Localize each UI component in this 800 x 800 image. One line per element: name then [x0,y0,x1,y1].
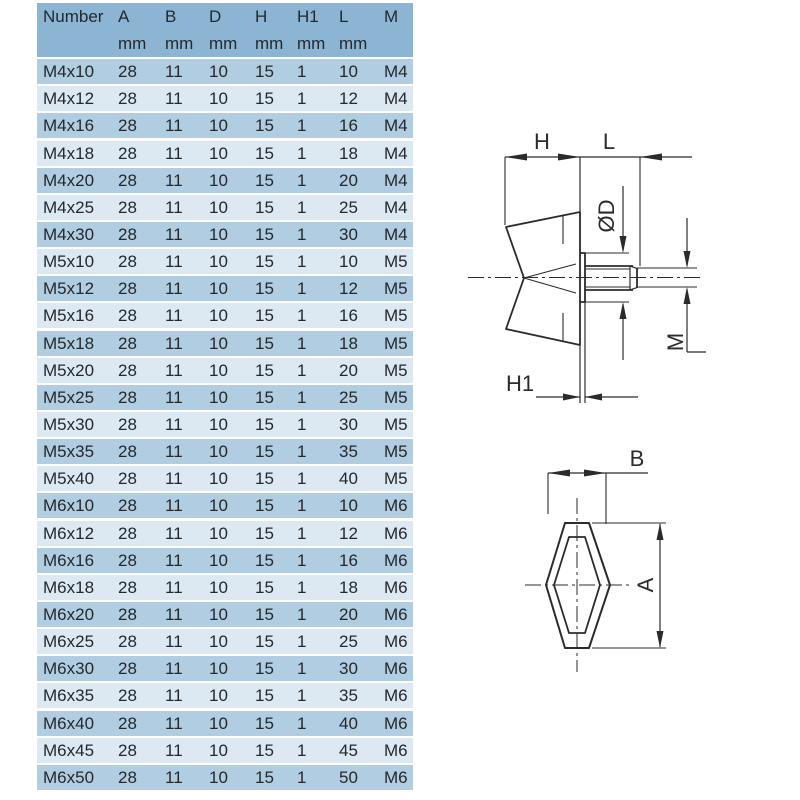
table-cell-number: M6x20 [43,604,95,624]
table-cell-m: M5 [384,442,408,462]
table-cell-b: 11 [165,197,183,217]
table-cell-a: 28 [118,116,137,136]
table-cell-h: 15 [255,550,274,570]
table-cell-number: M4x10 [43,62,95,82]
table-cell-a: 28 [118,713,137,733]
table-cell-d: 10 [209,632,228,652]
table-cell-number: M6x18 [43,577,95,597]
table-cell-number: M4x12 [43,89,95,109]
table-cell-m: M5 [384,387,408,407]
table-cell-m: M6 [384,659,408,679]
table-cell-h1: 1 [297,414,307,434]
table-cell-h: 15 [255,604,274,624]
table-cell-h1: 1 [297,469,307,489]
table-body [37,59,413,790]
table-cell-l: 12 [339,279,358,299]
table-cell-h: 15 [255,686,274,706]
table-cell-b: 11 [165,224,183,244]
col-unit-b: mm [165,34,194,53]
table-row [37,113,413,138]
table-cell-number: M4x16 [43,116,95,136]
table-cell-m: M6 [384,550,408,570]
table-cell-number: M5x35 [43,442,95,462]
table-cell-a: 28 [118,659,137,679]
col-unit-a: mm [118,34,147,53]
table-cell-number: M6x16 [43,550,95,570]
table-cell-a: 28 [118,767,137,787]
table-row [37,358,413,383]
table-cell-a: 28 [118,333,137,353]
table-cell-b: 11 [165,767,183,787]
table-cell-a: 28 [118,224,137,244]
table-cell-a: 28 [118,89,137,109]
table-cell-l: 18 [339,577,358,597]
table-cell-h: 15 [255,577,274,597]
table-cell-l: 35 [339,442,358,462]
table-cell-b: 11 [165,469,183,489]
table-cell-h1: 1 [297,523,307,543]
table-cell-h: 15 [255,62,274,82]
table-row [37,86,413,111]
table-cell-d: 10 [209,414,228,434]
table-cell-m: M5 [384,306,408,326]
table-cell-l: 35 [339,686,358,706]
table-row [37,168,413,193]
table-cell-h1: 1 [297,550,307,570]
table-cell-a: 28 [118,306,137,326]
table-row [37,521,413,546]
table-cell-d: 10 [209,360,228,380]
table-cell-b: 11 [165,62,183,82]
table-row [37,575,413,600]
table-cell-b: 11 [165,496,183,516]
table-cell-d: 10 [209,62,228,82]
table-cell-b: 11 [165,333,183,353]
table-cell-b: 11 [165,686,183,706]
table-cell-h: 15 [255,632,274,652]
table-cell-d: 10 [209,197,228,217]
table-cell-l: 30 [339,224,358,244]
table-cell-h: 15 [255,442,274,462]
table-cell-d: 10 [209,170,228,190]
table-cell-h1: 1 [297,713,307,733]
table-cell-d: 10 [209,224,228,244]
arrow-b-left [548,470,570,477]
table-cell-h: 15 [255,523,274,543]
table-cell-l: 18 [339,333,358,353]
table-cell-h: 15 [255,279,274,299]
table-row [37,738,413,763]
table-cell-a: 28 [118,469,137,489]
table-cell-m: M6 [384,632,408,652]
table-cell-l: 20 [339,170,358,190]
col-header-h1: H1 [297,7,319,26]
table-cell-h: 15 [255,713,274,733]
table-row [37,412,413,437]
dim-label-a: A [632,577,658,593]
table-cell-m: M4 [384,116,408,136]
table-cell-a: 28 [118,442,137,462]
table-cell-d: 10 [209,523,228,543]
table-cell-m: M4 [384,89,408,109]
table-cell-b: 11 [165,523,183,543]
table-cell-h1: 1 [297,442,307,462]
table-cell-h1: 1 [297,632,307,652]
table-row [37,493,413,518]
table-cell-d: 10 [209,333,228,353]
table-cell-h1: 1 [297,659,307,679]
table-cell-h1: 1 [297,89,307,109]
col-header-number: Number [43,7,104,26]
table-cell-a: 28 [118,686,137,706]
table-row [37,141,413,166]
table-cell-b: 11 [165,442,183,462]
dim-label-l: L [602,129,616,154]
table-cell-number: M5x12 [43,279,95,299]
table-cell-m: M5 [384,279,408,299]
table-cell-a: 28 [118,279,137,299]
table-cell-b: 11 [165,414,183,434]
table-cell-m: M6 [384,713,408,733]
table-cell-a: 28 [118,577,137,597]
table-cell-l: 10 [339,496,358,516]
table-cell-h: 15 [255,116,274,136]
col-header-h: H [255,7,268,26]
table-row [37,276,413,301]
table-cell-number: M5x18 [43,333,95,353]
table-cell-a: 28 [118,632,137,652]
table-cell-number: M5x40 [43,469,95,489]
table-row [37,331,413,356]
table-cell-h1: 1 [297,360,307,380]
table-row [37,656,413,681]
table-row [37,59,413,84]
table-cell-a: 28 [118,197,137,217]
table-cell-d: 10 [209,469,228,489]
table-cell-h1: 1 [297,62,307,82]
table-cell-h: 15 [255,414,274,434]
arrow-h1-right [585,394,602,401]
table-cell-h1: 1 [297,333,307,353]
table-cell-l: 10 [339,252,358,272]
table-cell-m: M5 [384,414,408,434]
table-cell-m: M4 [384,143,408,163]
table-cell-m: M6 [384,496,408,516]
table-cell-number: M5x20 [43,360,95,380]
dim-label-h: H [534,129,550,154]
table-cell-l: 12 [339,89,358,109]
arrow-m-top [684,251,691,268]
table-cell-l: 40 [339,469,358,489]
table-cell-h1: 1 [297,767,307,787]
table-cell-a: 28 [118,252,137,272]
table-cell-h1: 1 [297,279,307,299]
table-cell-l: 40 [339,713,358,733]
col-header-b: B [165,7,177,26]
table-cell-b: 11 [165,89,183,109]
table-cell-h1: 1 [297,306,307,326]
table-cell-number: M4x30 [43,224,95,244]
table-cell-h1: 1 [297,197,307,217]
table-cell-a: 28 [118,496,137,516]
table-cell-number: M5x16 [43,306,95,326]
table-cell-l: 20 [339,604,358,624]
arrow-h-left [505,154,527,161]
table-cell-number: M5x10 [43,252,95,272]
table-cell-d: 10 [209,713,228,733]
table-cell-l: 12 [339,523,358,543]
table-cell-a: 28 [118,360,137,380]
table-cell-h1: 1 [297,252,307,272]
table-cell-m: M6 [384,604,408,624]
col-unit-m [377,30,413,57]
table-cell-d: 10 [209,550,228,570]
table-cell-a: 28 [118,604,137,624]
table-cell-b: 11 [165,713,183,733]
col-unit-h: mm [255,34,284,53]
table-cell-d: 10 [209,306,228,326]
table-cell-d: 10 [209,143,228,163]
table-cell-b: 11 [165,279,183,299]
side-view-drawing [440,120,800,420]
arrow-a-bottom [657,631,664,648]
table-cell-h1: 1 [297,224,307,244]
table-header-units [37,30,413,57]
table-cell-d: 10 [209,496,228,516]
table-cell-a: 28 [118,550,137,570]
table-cell-h: 15 [255,740,274,760]
table-cell-a: 28 [118,62,137,82]
dim-label-d: ØD [593,199,619,233]
table-cell-d: 10 [209,89,228,109]
table-cell-number: M6x40 [43,713,95,733]
dimension-table [37,3,413,790]
table-row [37,602,413,627]
table-cell-h: 15 [255,496,274,516]
table-cell-a: 28 [118,170,137,190]
table-cell-d: 10 [209,659,228,679]
table-cell-a: 28 [118,740,137,760]
table-cell-h1: 1 [297,740,307,760]
col-unit-h1: mm [297,34,326,53]
table-cell-m: M6 [384,686,408,706]
dim-label-m: M [662,332,688,352]
table-cell-number: M6x45 [43,740,95,760]
arrow-d-top [620,236,627,253]
table-cell-b: 11 [165,659,183,679]
table-cell-m: M6 [384,523,408,543]
table-cell-number: M6x25 [43,632,95,652]
dim-label-b: B [629,446,645,471]
table-cell-h: 15 [255,224,274,244]
table-row [37,629,413,654]
col-unit-l: mm [339,34,368,53]
col-header-a: A [118,7,130,26]
table-cell-l: 16 [339,550,358,570]
table-row [37,466,413,491]
table-cell-m: M5 [384,333,408,353]
arrow-l-right [640,154,662,161]
table-cell-b: 11 [165,604,183,624]
table-cell-m: M6 [384,577,408,597]
col-unit-number [37,30,111,57]
table-cell-h: 15 [255,143,274,163]
table-cell-number: M5x25 [43,387,95,407]
col-header-m: M [384,7,399,26]
table-cell-l: 50 [339,767,358,787]
table-cell-h: 15 [255,170,274,190]
table-cell-number: M4x20 [43,170,95,190]
table-cell-h: 15 [255,252,274,272]
table-cell-h: 15 [255,197,274,217]
table-cell-a: 28 [118,387,137,407]
table-cell-number: M6x50 [43,767,95,787]
table-row [37,711,413,736]
col-unit-d: mm [209,34,238,53]
table-row [37,249,413,274]
table-cell-d: 10 [209,442,228,462]
table-cell-m: M4 [384,197,408,217]
table-cell-a: 28 [118,414,137,434]
table-cell-d: 10 [209,740,228,760]
col-header-l: L [339,7,349,26]
table-cell-number: M6x12 [43,523,95,543]
table-cell-h1: 1 [297,116,307,136]
table-cell-b: 11 [165,306,183,326]
dim-label-h1: H1 [505,371,535,396]
table-cell-d: 10 [209,686,228,706]
table-cell-h1: 1 [297,604,307,624]
table-cell-number: M5x30 [43,414,95,434]
table-cell-h1: 1 [297,577,307,597]
table-cell-h: 15 [255,659,274,679]
table-cell-l: 25 [339,632,358,652]
table-cell-h: 15 [255,333,274,353]
table-cell-d: 10 [209,387,228,407]
table-cell-h1: 1 [297,170,307,190]
table-row [37,222,413,247]
table-cell-d: 10 [209,252,228,272]
table-cell-d: 10 [209,116,228,136]
table-cell-number: M6x30 [43,659,95,679]
table-cell-h: 15 [255,387,274,407]
arrow-m-bottom [684,287,691,304]
table-cell-h1: 1 [297,143,307,163]
table-cell-b: 11 [165,170,183,190]
table-cell-b: 11 [165,577,183,597]
table-header [37,3,413,57]
table-cell-m: M4 [384,170,408,190]
arrow-h1-left [563,394,580,401]
table-cell-h: 15 [255,306,274,326]
table-cell-b: 11 [165,116,183,136]
table-row [37,548,413,573]
table-cell-m: M5 [384,252,408,272]
table-row [37,385,413,410]
table-cell-number: M4x25 [43,197,95,217]
table-cell-h: 15 [255,469,274,489]
table-cell-l: 10 [339,62,358,82]
table-cell-h1: 1 [297,496,307,516]
table-cell-m: M6 [384,740,408,760]
table-row [37,303,413,328]
table-cell-l: 30 [339,659,358,679]
table-cell-b: 11 [165,360,183,380]
table-cell-number: M6x10 [43,496,95,516]
table-cell-b: 11 [165,387,183,407]
arrow-a-top [657,523,664,540]
knob-side-outline [506,212,580,345]
table-cell-l: 30 [339,414,358,434]
table-cell-b: 11 [165,252,183,272]
table-cell-b: 11 [165,550,183,570]
table-cell-d: 10 [209,279,228,299]
table-cell-b: 11 [165,740,183,760]
table-cell-number: M6x35 [43,686,95,706]
table-cell-l: 25 [339,387,358,407]
table-row [37,683,413,708]
table-cell-number: M4x18 [43,143,95,163]
table-cell-l: 18 [339,143,358,163]
table-cell-b: 11 [165,632,183,652]
table-header-labels [37,3,413,30]
table-cell-d: 10 [209,604,228,624]
table-cell-b: 11 [165,143,183,163]
table-row [37,439,413,464]
table-cell-l: 20 [339,360,358,380]
table-cell-d: 10 [209,767,228,787]
table-cell-m: M4 [384,62,408,82]
table-cell-l: 25 [339,197,358,217]
table-cell-h1: 1 [297,686,307,706]
table-cell-l: 16 [339,116,358,136]
table-cell-m: M4 [384,224,408,244]
table-cell-l: 45 [339,740,358,760]
table-cell-h: 15 [255,767,274,787]
table-cell-h1: 1 [297,387,307,407]
table-cell-a: 28 [118,523,137,543]
table-row [37,195,413,220]
table-row [37,765,413,790]
arrow-b-right [584,470,606,477]
table-cell-d: 10 [209,577,228,597]
arrow-h-right [558,154,580,161]
table-cell-h: 15 [255,360,274,380]
table-cell-a: 28 [118,143,137,163]
table-cell-m: M5 [384,360,408,380]
table-cell-l: 16 [339,306,358,326]
table-cell-m: M5 [384,469,408,489]
col-header-d: D [209,7,222,26]
front-view-drawing [480,430,800,720]
table-cell-m: M6 [384,767,408,787]
table-cell-h: 15 [255,89,274,109]
arrow-d-bottom [620,302,627,319]
